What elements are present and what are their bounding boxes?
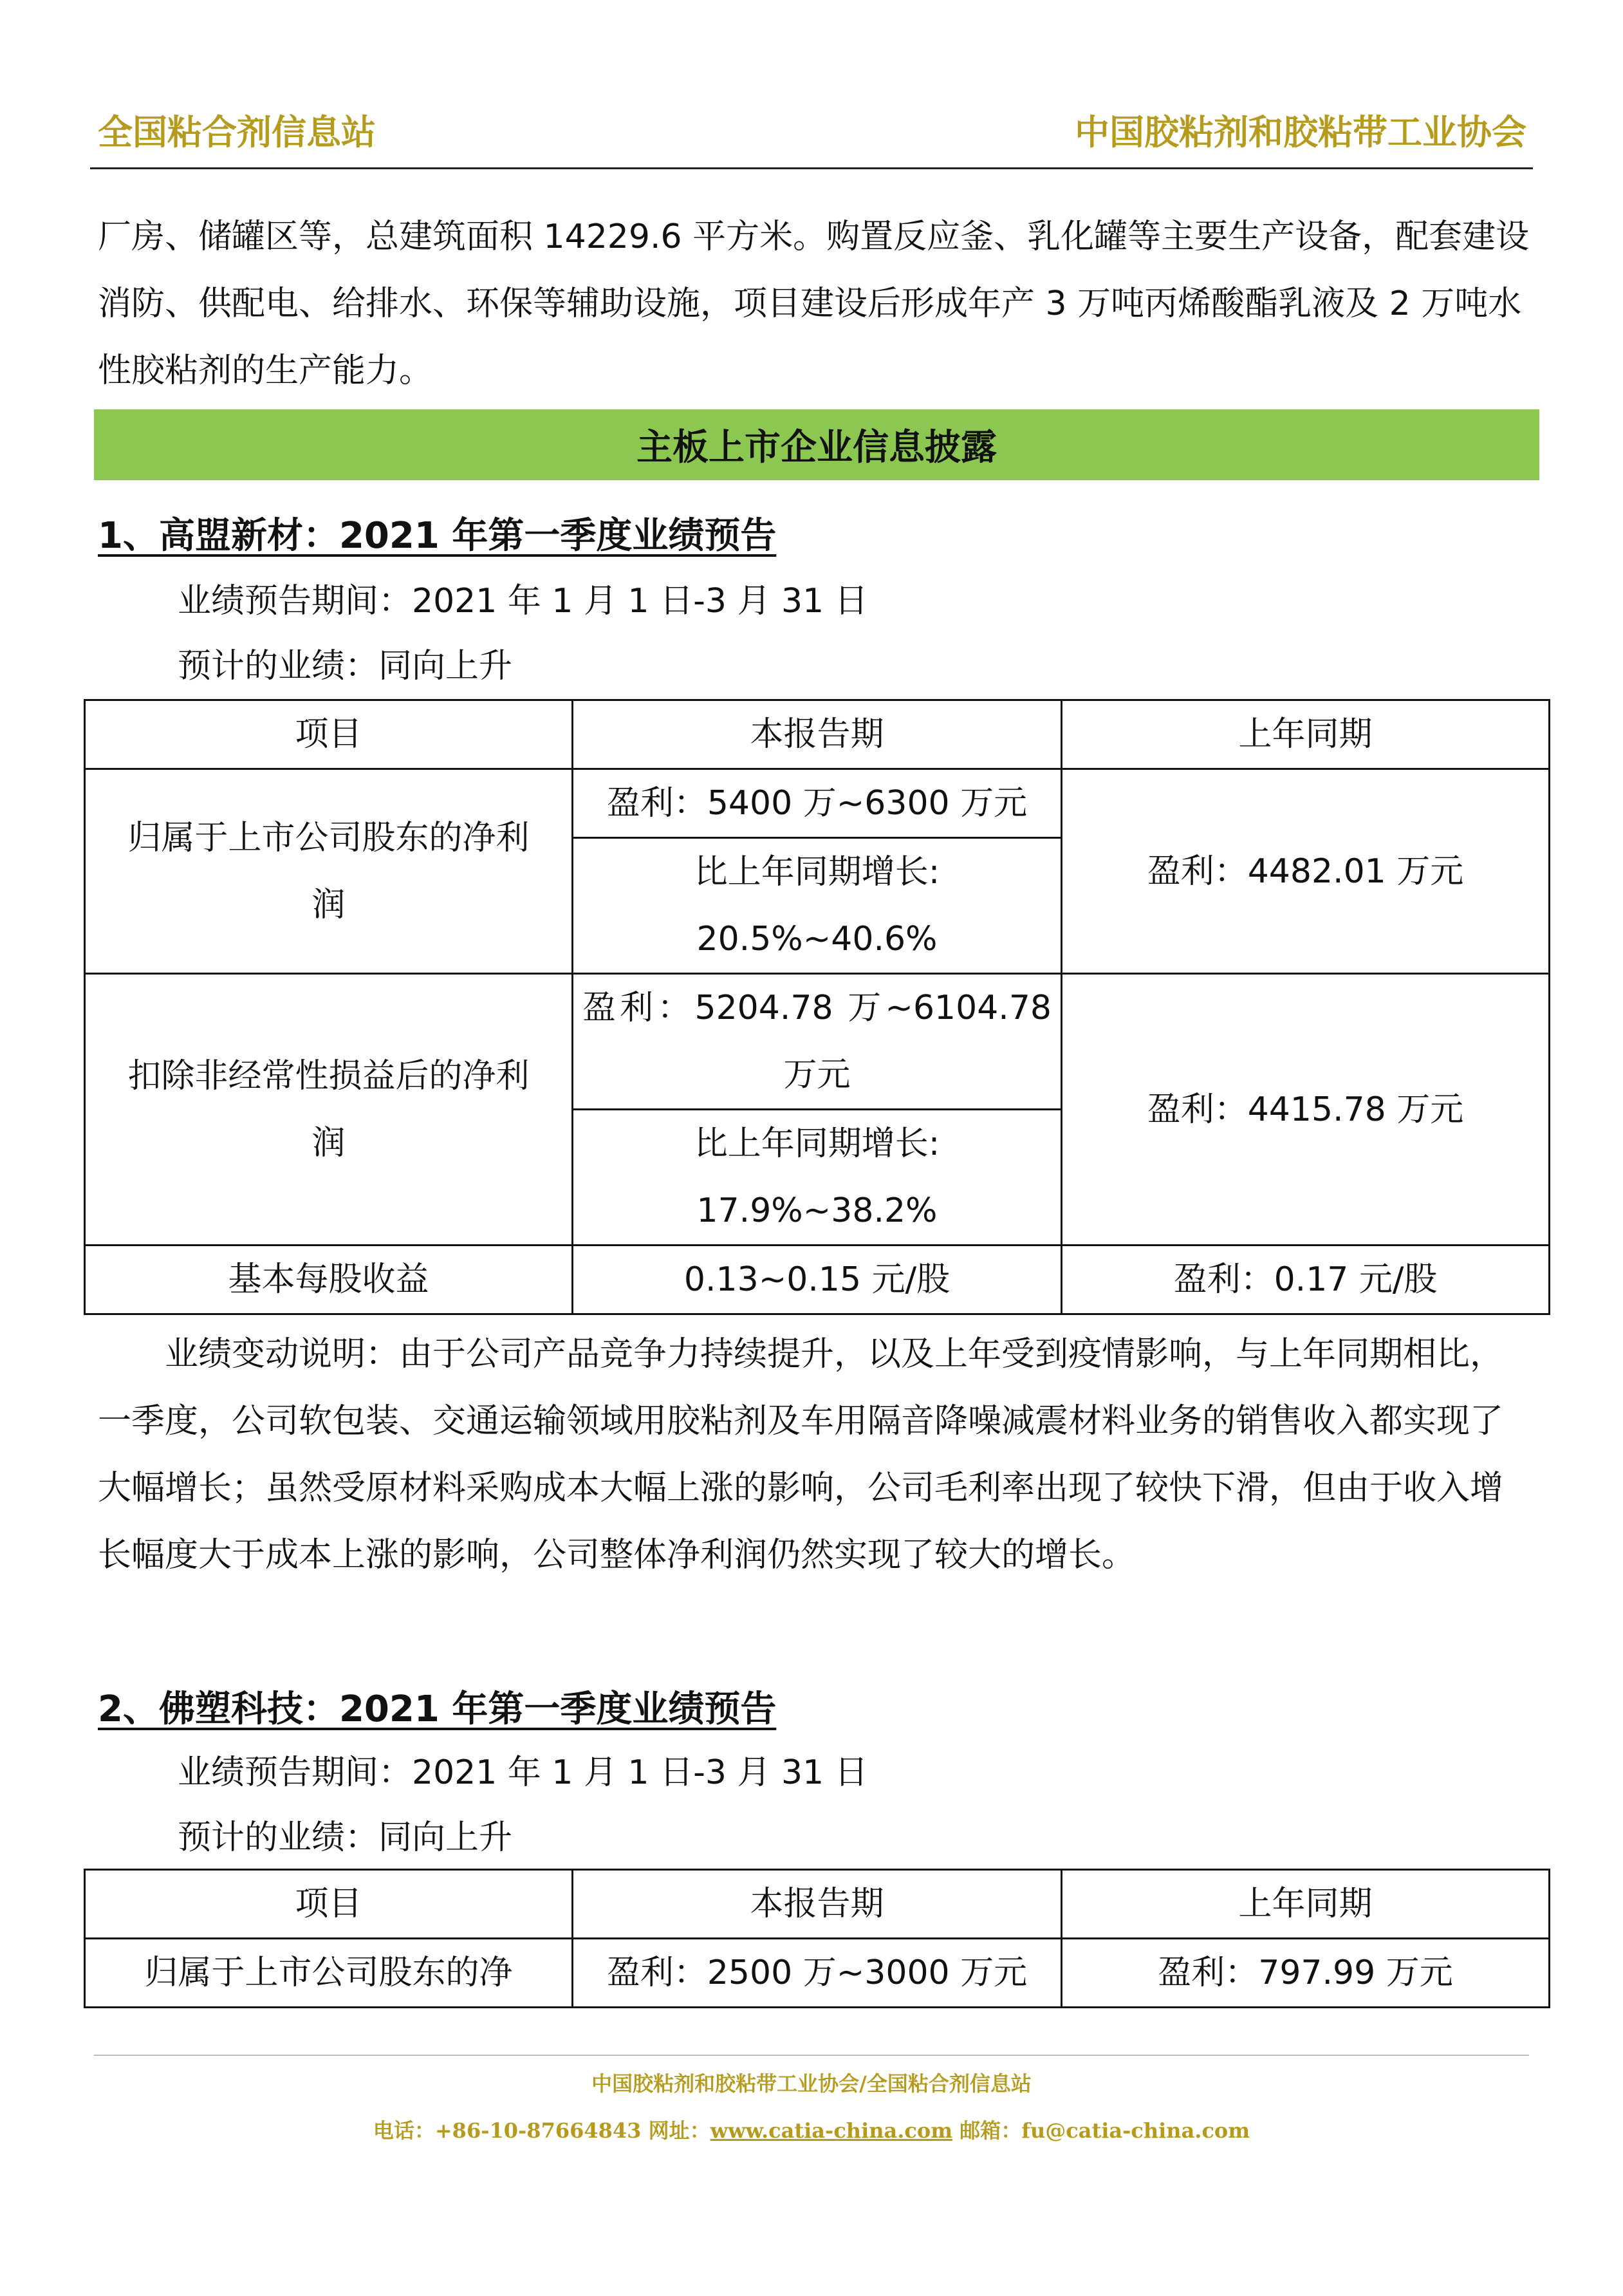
growth-label: 比上年同期增长:: [694, 1125, 940, 1163]
table-header-cell: 本报告期: [573, 1870, 1062, 1939]
table-header-cell: 上年同期: [1062, 1870, 1550, 1939]
section1-title: 1、高盟新材：2021 年第一季度业绩预告: [98, 515, 777, 557]
table-cell-prior: 盈利：4482.01 万元: [1062, 769, 1550, 974]
section1-period: 业绩预告期间：2021 年 1 月 1 日-3 月 31 日: [178, 582, 868, 621]
footer-contact: [0, 2114, 1623, 2144]
section2-title: 2、佛塑科技：2021 年第一季度业绩预告: [98, 1688, 777, 1730]
header-divider: [90, 167, 1533, 169]
footer-organization: 中国胶粘剂和胶粘带工业协会/全国粘合剂信息站: [591, 2071, 1032, 2096]
footer-phone: 电话：+86-10-87664843 网址：: [373, 2118, 710, 2143]
table-header-cell: 本报告期: [573, 700, 1062, 769]
section2-table: [84, 1869, 1550, 2008]
footer-website-link[interactable]: www.catia-china.com: [710, 2118, 953, 2143]
table-header-cell: 项目: [85, 700, 573, 769]
current-line2: 万元: [783, 1056, 851, 1094]
growth-value: 17.9%~38.2%: [696, 1191, 938, 1230]
table-cell-current: [573, 974, 1062, 1110]
table-cell-item: 扣除非经常性损益后的净利润: [85, 974, 573, 1246]
table-cell-current-growth: [573, 838, 1062, 974]
section-banner: [94, 409, 1539, 480]
footer-email: 邮箱：fu@catia-china.com: [952, 2118, 1250, 2143]
table-cell-prior: 盈利：0.17 元/股: [1062, 1246, 1550, 1314]
header-left-title: 全国粘合剂信息站: [98, 111, 376, 153]
table-header-row: [85, 1870, 1550, 1939]
table-cell-current: 盈利：2500 万~3000 万元: [573, 1939, 1062, 2008]
growth-value: 20.5%~40.6%: [696, 920, 938, 958]
section-banner-text: 主板上市企业信息披露: [636, 427, 997, 469]
table-cell-item: 归属于上市公司股东的净: [85, 1939, 573, 2008]
table-cell-current: 盈利：5400 万~6300 万元: [573, 769, 1062, 838]
table-cell-current-growth: [573, 1110, 1062, 1246]
section1-table: [84, 699, 1550, 1315]
table-header-cell: 上年同期: [1062, 700, 1550, 769]
table-cell-item: 归属于上市公司股东的净利润: [85, 769, 573, 974]
intro-paragraph: 厂房、储罐区等，总建筑面积 14229.6 平方米。购置反应釜、乳化罐等主要生产设备，配套建设消防、供配电、给排水、环保等辅助设施，项目建设后形成年产 3 万吨丙烯酸酯乳液及 2 万吨水性胶粘剂的生产能力。: [98, 218, 1530, 390]
table-header-row: [85, 700, 1550, 769]
table-cell-prior: 盈利：797.99 万元: [1062, 1939, 1550, 2008]
header-right-title: 中国胶粘剂和胶粘带工业协会: [1075, 111, 1526, 153]
table-cell-prior: 盈利：4415.78 万元: [1062, 974, 1550, 1246]
growth-label: 比上年同期增长:: [694, 853, 940, 891]
current-line1: 盈利：5204.78 万~6104.78: [582, 989, 1052, 1027]
section1-explanation: 业绩变动说明：由于公司产品竞争力持续提升，以及上年受到疫情影响，与上年同期相比，一季度，公司软包装、交通运输领域用胶粘剂及车用隔音降噪减震材料业务的销售收入都实现了大幅增长；虽然受原材料采购成本大幅上涨的影响，公司毛利率出现了较快下滑，但由于收入增长幅度大于成本上涨的影响，公司整体净利润仍然实现了较大的增长。: [98, 1335, 1504, 1574]
section2-expected: 预计的业绩：同向上升: [178, 1818, 513, 1857]
table-row: [85, 1246, 1550, 1314]
table-cell-item: 基本每股收益: [85, 1246, 573, 1314]
section2-period: 业绩预告期间：2021 年 1 月 1 日-3 月 31 日: [178, 1753, 868, 1792]
footer-divider: [94, 2055, 1529, 2056]
table-cell-current: 0.13~0.15 元/股: [573, 1246, 1062, 1314]
table-row: [85, 974, 1550, 1110]
table-row: [85, 769, 1550, 838]
section1-expected: 预计的业绩：同向上升: [178, 647, 513, 686]
table-header-cell: 项目: [85, 1870, 573, 1939]
table-row: [85, 1939, 1550, 2008]
